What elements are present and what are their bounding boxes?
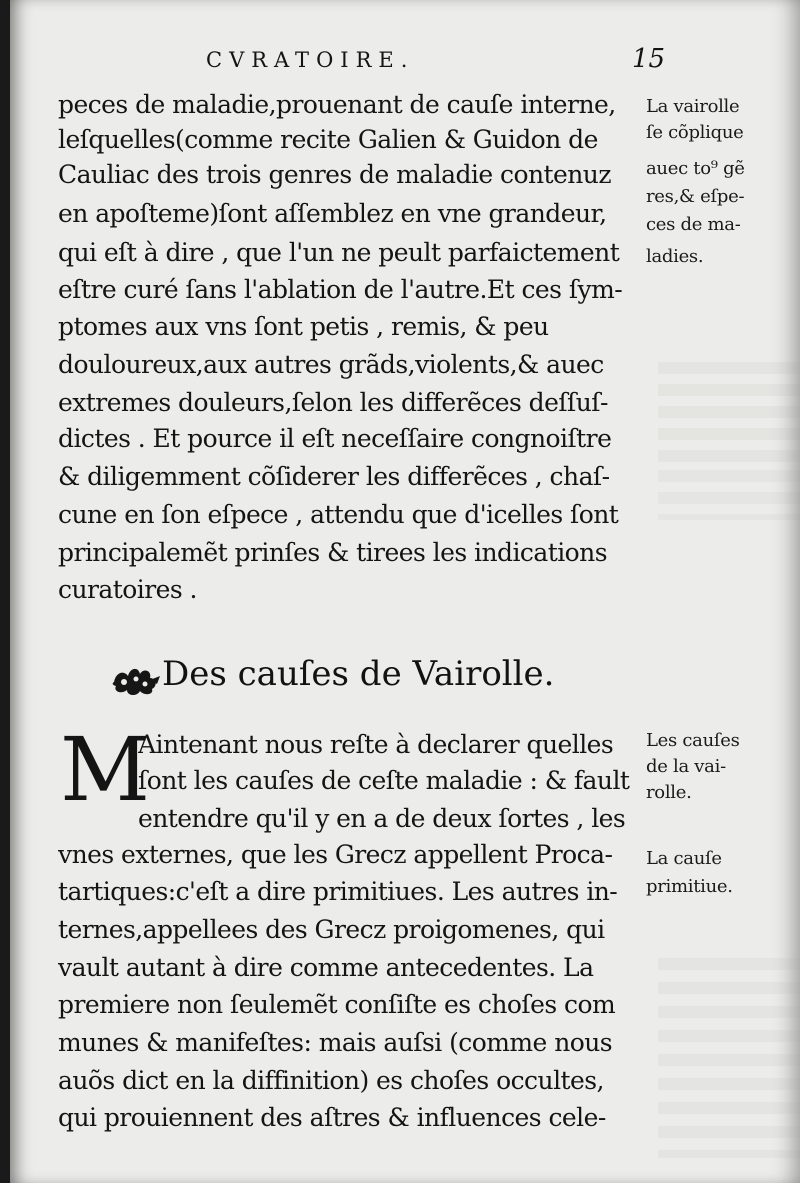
margin-note-line: rolle. [646,782,692,803]
folio-number: 15 [632,44,666,74]
running-title: CVRATOIRE. [206,48,415,72]
text-line: vault autant à dire comme antecedentes. La [58,953,594,982]
text-line: ptomes aux vns ſont petis , remis, & peu [58,312,549,341]
text-line: Cauliac des trois genres de maladie contenuz [58,160,611,189]
text-line: ſont les cauſes de ceſte maladie : & fault [138,766,630,795]
text-line: peces de maladie,prouenant de cauſe interne, [58,90,616,119]
margin-note-line: Les cauſes [646,730,740,751]
text-line: munes & manifeſtes: mais auſsi (comme nous [58,1028,613,1057]
text-line: leſquelles(comme recite Galien & Guidon de [58,125,598,154]
book-page [10,0,800,1183]
bleed-through-patch [658,362,800,462]
fleuron-ornament-icon [110,662,162,698]
text-line: vnes externes, que les Grecz appellent Proca- [58,840,613,869]
text-line: Aintenant nous reſte à declarer quelles [138,730,614,759]
margin-note-line: La cauſe [646,848,722,869]
margin-note-line: primitiue. [646,876,733,897]
section-heading-block [110,652,650,702]
margin-note-line: res,& eſpe- [646,186,745,207]
text-line: dictes . Et pource il eſt neceſſaire congnoiſtre [58,424,612,453]
text-line: qui eſt à dire , que l'un ne peult parfaictement [58,238,620,267]
text-line: principalemẽt prinſes & tirees les indications [58,538,607,567]
text-line: douloureux,aux autres grãds,violents,& auec [58,350,604,379]
text-line: eſtre curé ſans l'ablation de l'autre.Et ces ſym- [58,275,623,304]
text-line: extremes douleurs,ſelon les differẽces deſſuſ- [58,388,608,417]
page-header [10,44,800,78]
bleed-through-patch [658,958,800,1158]
text-line: qui prouiennent des aſtres & influences cele- [58,1103,606,1132]
margin-note-line: ſe cõplique [646,122,744,143]
drop-capital: M [60,718,151,821]
bleed-through-patch [658,470,800,520]
section-heading: Des cauſes de Vairolle. [162,654,555,694]
margin-note-line: auec to⁹ gẽ [646,158,745,179]
text-line: premiere non ſeulemẽt conſiſte es choſes com [58,990,616,1019]
text-line: cune en ſon eſpece , attendu que d'icelles ſont [58,500,619,529]
margin-note-line: de la vai- [646,756,726,777]
text-line: en apoſteme)ſont aſſemblez en vne grandeur, [58,199,607,228]
margin-note-line: ladies. [646,246,704,267]
text-line: tartiques:c'eſt a dire primitiues. Les autres in- [58,877,618,906]
text-line: ternes,appellees des Grecz proigomenes, qui [58,915,605,944]
text-line: curatoires . [58,575,197,604]
text-line: auõs dict en la diffinition) es choſes occultes, [58,1066,604,1095]
margin-note-line: La vairolle [646,96,740,117]
margin-note-line: ces de ma- [646,214,741,235]
text-line: entendre qu'il y en a de deux ſortes , les [138,804,626,833]
text-line: & diligemment cõſiderer les differẽces , chaſ- [58,462,610,491]
